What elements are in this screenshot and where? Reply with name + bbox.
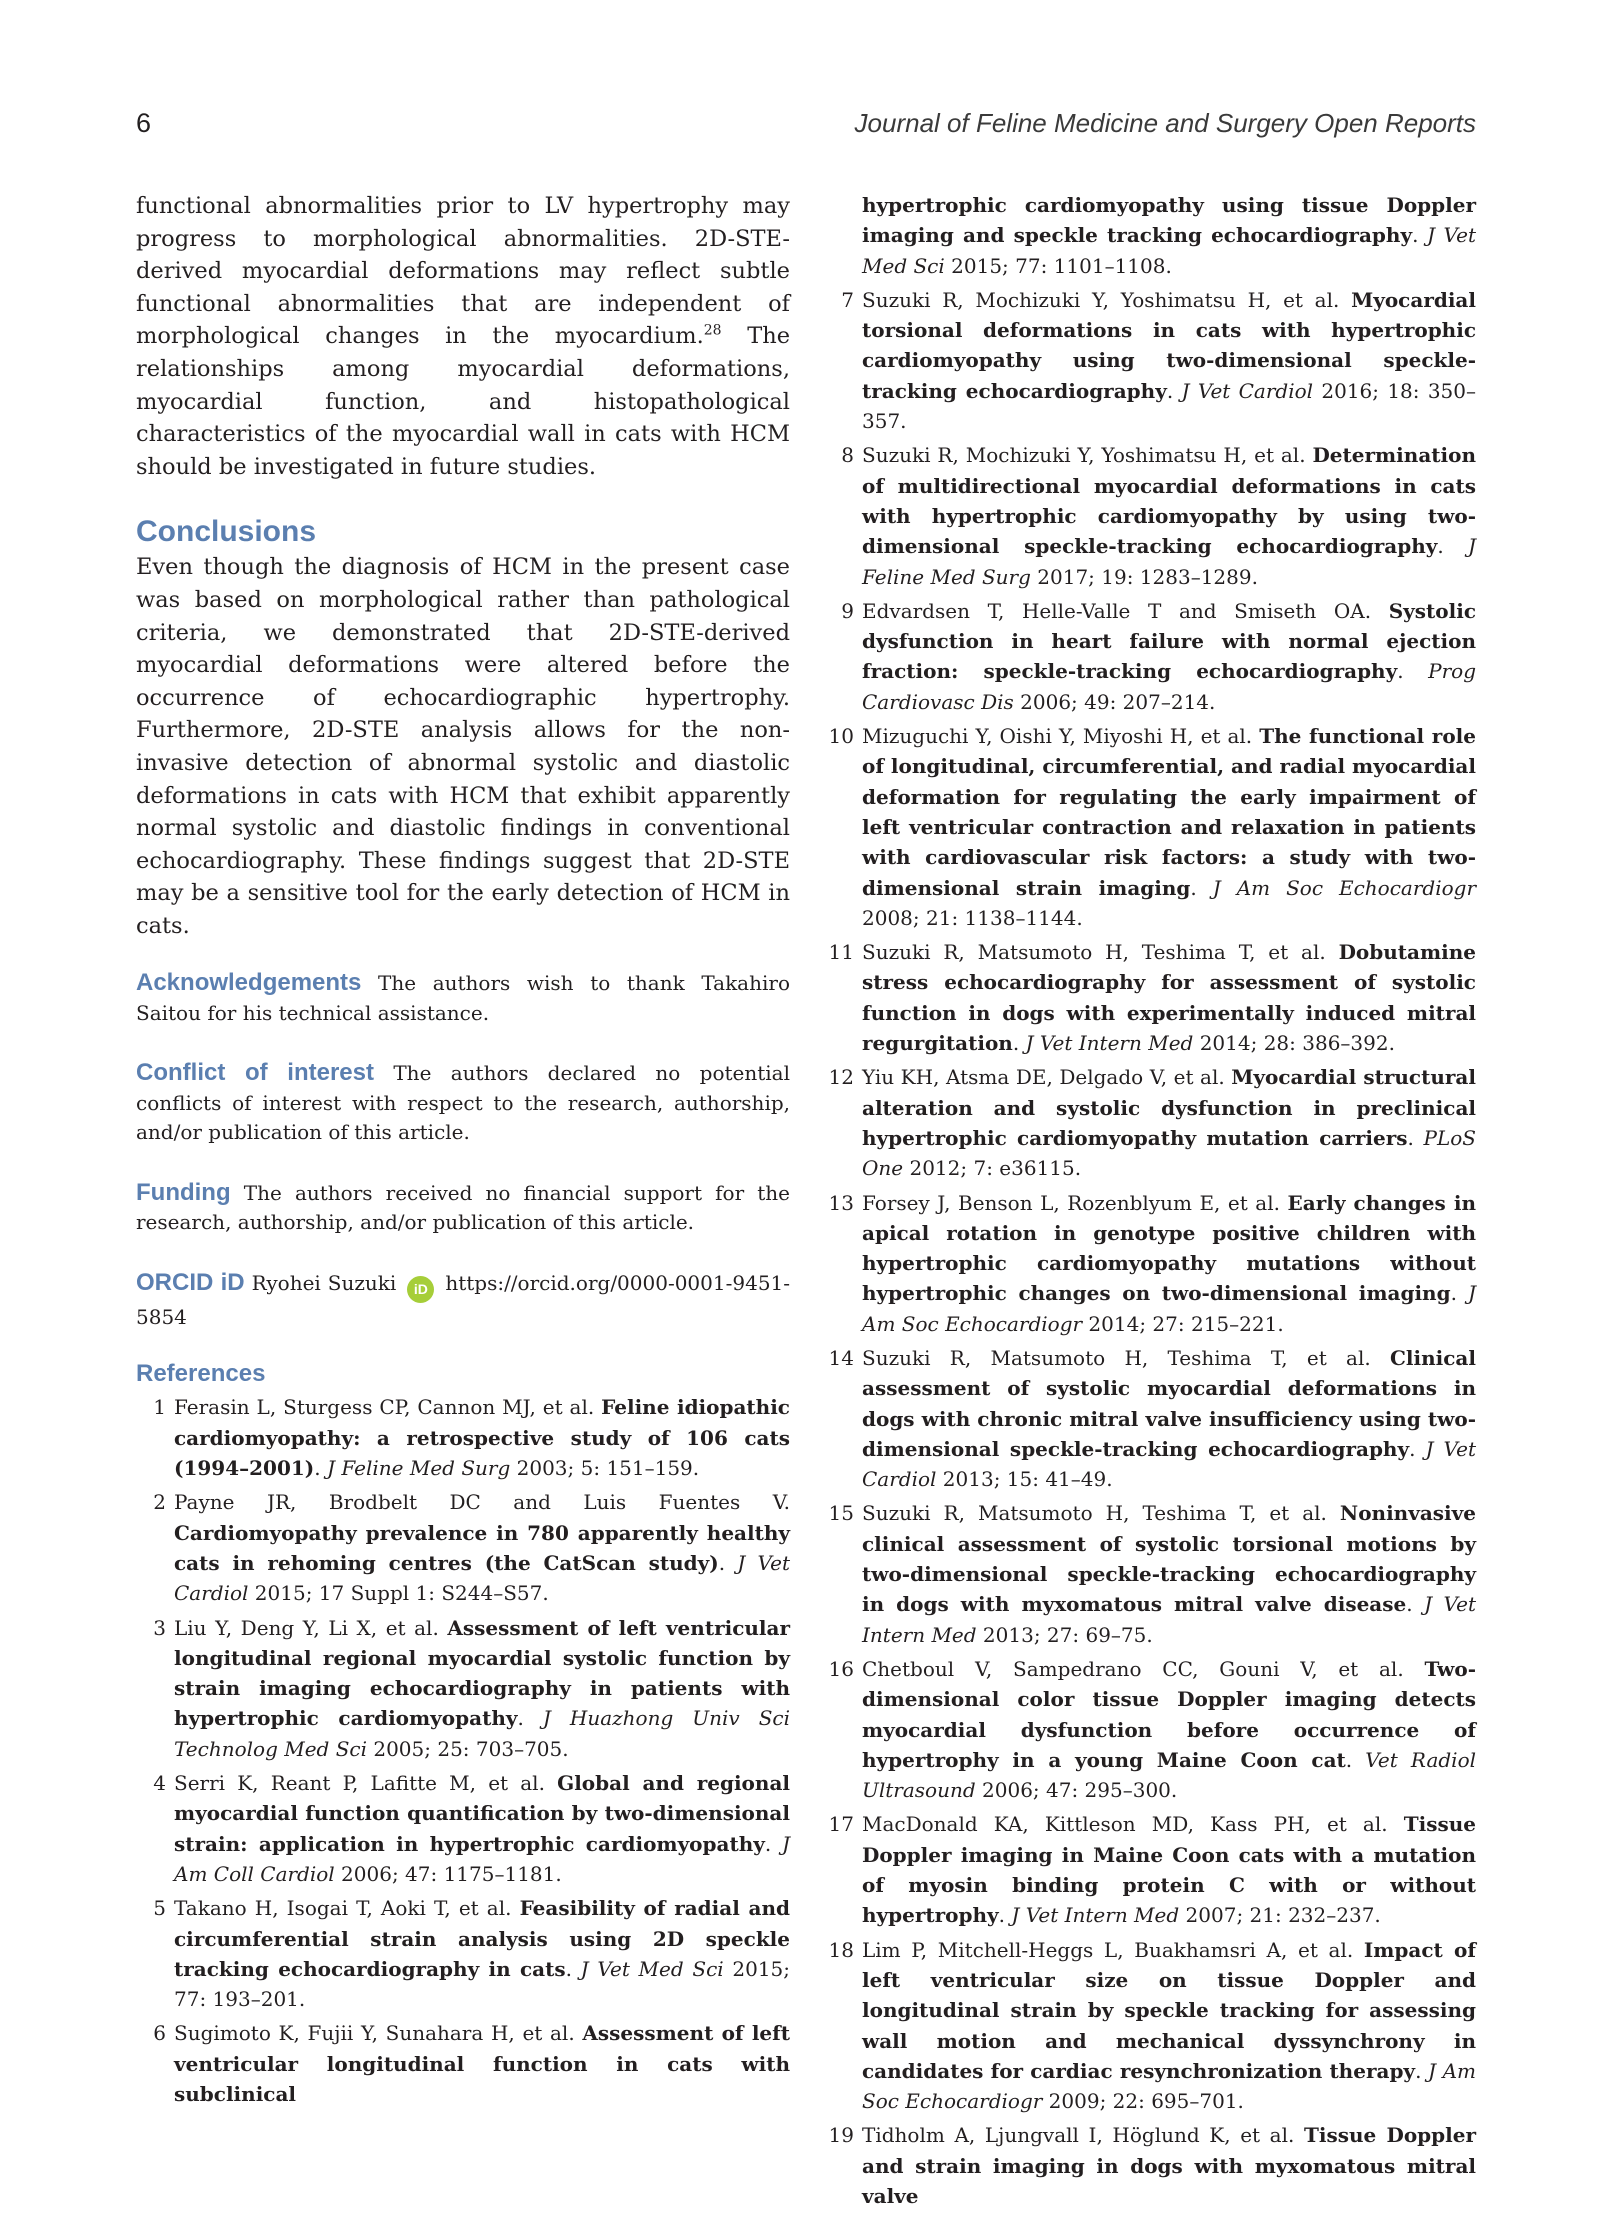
reference-details: 2006; 47: 295–300.: [975, 1778, 1178, 1803]
reference-title: Cardiomyopathy prevalence in 780 apparently healthy cats in rehoming centres (the CatScan study): [174, 1520, 790, 1575]
orcid-icon[interactable]: iD: [407, 1276, 434, 1303]
reference-journal: Vet Radiol Ultrasound: [862, 1747, 1477, 1803]
reference-details: 2006; 49: 207–214.: [1013, 689, 1216, 714]
funding: Funding The authors received no financial support for the research, authorship, and/or publication of this article.: [136, 1178, 790, 1235]
reference-item: 7 Suzuki R, Mochizuki Y, Yoshimatsu H, et al. Myocardial torsional deformations in cats with hypertrophic cardiomyopathy using two-dimensional speckle-tracking echocardiography. J Vet Cardiol 2016; 18: 350–357.: [824, 285, 1476, 436]
reference-number: 5: [153, 1896, 166, 1921]
reference-authors: Takano H, Isogai T, Aoki T, et al.: [174, 1896, 520, 1921]
citation-sup: 28: [703, 322, 722, 339]
reference-number: 10: [828, 724, 854, 749]
journal-title: Journal of Feline Medicine and Surgery Open Reports: [854, 108, 1476, 138]
orcid-link[interactable]: https://orcid.org/0000-0001-9451-5854: [136, 1270, 791, 1329]
reference-details: 2009; 22: 695–701.: [1042, 2089, 1244, 2114]
reference-title: Tissue Doppler imaging in Maine Coon cats with a mutation of myosin binding protein C with or without hypertrophy: [862, 1812, 1476, 1928]
reference-details: 2014; 28: 386–392.: [1193, 1031, 1395, 1056]
reference-authors: Edvardsen T, Helle-Valle T and Smiseth OA.: [862, 598, 1389, 623]
reference-item: 10 Mizuguchi Y, Oishi Y, Miyoshi H, et al. The functional role of longitudinal, circumferential, and radial myocardial deformation for regulating the early impairment of left ventricular contraction and relaxation in patients with cardiovascular risk factors: a study with two-dimensional strain imaging. J Am Soc Echocardiogr 2008; 21: 1138–1144.: [824, 721, 1476, 933]
reference-authors: Forsey J, Benson L, Rozenblyum E, et al.: [862, 1190, 1288, 1215]
intro-paragraph: functional abnormalities prior to LV hypertrophy may progress to morphological abnormalities. 2D-STE-derived myocardial deformations may reflect subtle functional abnormalities that are independent of morphological changes in the myocardium.$^{28}$ The relationships among myocardial deformations, myocardial function, and histopathological characteristics of the myocardial wall in cats with HCM should be investigated in future studies.: [136, 193, 791, 480]
reference-number: 4: [153, 1771, 166, 1796]
reference-title: Assessment of left ventricular longitudinal function in cats with subclinical: [174, 2021, 790, 2106]
reference-details: 2012; 7: e36115.: [903, 1156, 1082, 1181]
reference-authors: Suzuki R, Matsumoto H, Teshima T, et al.: [862, 940, 1339, 965]
reference-number: 11: [828, 940, 854, 965]
reference-number: 8: [841, 443, 854, 468]
reference-journal: J Am Soc Echocardiogr: [862, 2058, 1476, 2114]
reference-authors: Yiu KH, Atsma DE, Delgado V, et al.: [862, 1065, 1232, 1090]
reference-authors: Tidholm A, Ljungvall I, Höglund K, et al.: [862, 2123, 1304, 2148]
reference-authors: Suzuki R, Mochizuki Y, Yoshimatsu H, et al.: [862, 287, 1352, 312]
orcid-heading: ORCID iD: [136, 1268, 245, 1296]
reference-number: 9: [841, 598, 854, 623]
reference-item: 3 Liu Y, Deng Y, Li X, et al. Assessment of left ventricular longitudinal regional myocardial systolic function by strain imaging echocardiography in patients with hypertrophic cardiomyopathy. J Huazhong Univ Sci Technolog Med Sci 2005; 25: 703–705.: [136, 1613, 790, 1764]
reference-list-right: [824, 285, 1476, 2211]
reference-authors: MacDonald KA, Kittleson MD, Kass PH, et al.: [862, 1812, 1404, 1837]
reference-authors: Serri K, Reant P, Lafitte M, et al.: [174, 1771, 558, 1796]
reference-authors: Suzuki R, Matsumoto H, Teshima T, et al.: [862, 1501, 1340, 1526]
reference-item: 17 MacDonald KA, Kittleson MD, Kass PH, et al. Tissue Doppler imaging in Maine Coon cats with a mutation of myosin binding protein C with or without hypertrophy. J Vet Intern Med 2007; 21: 232–237.: [824, 1809, 1476, 1930]
reference-details: 2006; 47: 1175–1181.: [334, 1861, 562, 1886]
reference-authors: Chetboul V, Sampedrano CC, Gouni V, et al.: [862, 1656, 1425, 1681]
reference-item: 9 Edvardsen T, Helle-Valle T and Smiseth OA. Systolic dysfunction in heart failure with normal ejection fraction: speckle-tracking echocardiography. Prog Cardiovasc Dis 2006; 49: 207–214.: [824, 596, 1476, 717]
reference-journal: PLoS One: [862, 1125, 1476, 1181]
reference-title: Dobutamine stress echocardiography for assessment of systolic function in dogs with experimentally induced mitral regurgitation: [862, 940, 1476, 1056]
reference-journal: Prog Cardiovasc Dis: [862, 659, 1477, 714]
reference-item: [136, 2018, 790, 2109]
acknowledgements: Acknowledgements The authors wish to thank Takahiro Saitou for his technical assistance.: [136, 969, 790, 1025]
reference-title: Clinical assessment of systolic myocardial deformations in dogs with chronic mitral valve insufficiency using two-dimensional speckle-tracking echocardiography: [862, 1345, 1476, 1461]
reference-journal: J Vet Cardiol: [862, 1436, 1477, 1492]
reference-item: 16 Chetboul V, Sampedrano CC, Gouni V, et al. Two-dimensional color tissue Doppler imaging detects myocardial dysfunction before occurrence of hypertrophy in a young Maine Coon cat. Vet Radiol Ultrasound 2006; 47: 295–300.: [824, 1654, 1476, 1805]
reference-number: 16: [828, 1656, 854, 1681]
reference-title: Feline idiopathic cardiomyopathy: a retrospective study of 106 cats (1994–2001): [174, 1395, 790, 1481]
reference-details: 2016; 18: 350–357.: [862, 378, 1476, 434]
reference-journal: J Am Soc Echocardiogr: [1212, 875, 1477, 900]
reference-number: 2: [153, 1490, 166, 1515]
reference-journal: J Vet Cardiol: [174, 1550, 791, 1606]
page-number: 6: [136, 108, 152, 138]
reference-authors: Payne JR, Brodbelt DC and Luis Fuentes V.: [174, 1490, 790, 1515]
reference-details: 2013; 27: 69–75.: [976, 1622, 1153, 1647]
reference-journal: J Vet Intern Med: [1025, 1031, 1194, 1056]
reference-number: 1: [153, 1395, 166, 1420]
reference-item: 5 Takano H, Isogai T, Aoki T, et al. Feasibility of radial and circumferential strain analysis using 2D speckle tracking echocardiography in cats. J Vet Med Sci 2015; 77: 193–201.: [136, 1893, 790, 2014]
right-column: [824, 190, 1476, 2215]
reference-journal: J Am Soc Echocardiogr: [862, 1281, 1476, 1336]
reference-item: 8 Suzuki R, Mochizuki Y, Yoshimatsu H, et al. Determination of multidirectional myocardial deformations in cats with hypertrophic cardiomyopathy by using two-dimensional speckle-tracking echocardiography. J Feline Med Surg 2017; 19: 1283–1289.: [824, 440, 1476, 591]
reference-title: Myocardial structural alteration and systolic dysfunction in preclinical hypertrophic cardiomyopathy mutation carriers: [862, 1065, 1476, 1150]
reference-title: Tissue Doppler and strain imaging in dogs with myxomatous mitral valve: [862, 2123, 1476, 2208]
reference-authors: Mizuguchi Y, Oishi Y, Miyoshi H, et al.: [862, 724, 1260, 749]
reference-number: 3: [153, 1615, 166, 1640]
reference-number: 7: [841, 287, 854, 312]
reference-authors: Lim P, Mitchell-Heggs L, Buakhamsri A, et al.: [862, 1937, 1364, 1962]
reference-title: Feasibility of radial and circumferential strain analysis using 2D speckle tracking echocardiography in cats: [174, 1896, 791, 1981]
references-heading: References: [136, 1360, 266, 1388]
reference-title: Global and regional myocardial function quantification by two-dimensional strain: application in hypertrophic cardiomyopathy: [174, 1771, 790, 1856]
reference-authors: Ferasin L, Sturgess CP, Cannon MJ, et al.: [174, 1395, 602, 1420]
reference-journal: J Vet Intern Med: [1011, 1903, 1180, 1928]
reference-journal: J Vet Cardiol: [1181, 378, 1314, 403]
reference-journal: J Vet Intern Med: [862, 1592, 1477, 1647]
reference-number: 12: [828, 1065, 854, 1090]
reference-item: 4 Serri K, Reant P, Lafitte M, et al. Global and regional myocardial function quantification by two-dimensional strain: application in hypertrophic cardiomyopathy. J Am Coll Cardiol 2006; 47: 1175–1181.: [136, 1768, 790, 1889]
reference-journal: J Am Coll Cardiol: [174, 1831, 790, 1886]
reference-6-continuation: hypertrophic cardiomyopathy using tissue Doppler imaging and speckle tracking echocardiography. J Vet Med Sci 2015; 77: 1101–1108.: [862, 193, 1476, 278]
reference-item: [824, 2120, 1476, 2211]
reference-details: 2015; 17 Suppl 1: S244–S57.: [248, 1581, 549, 1606]
reference-journal: J Feline Med Surg: [326, 1456, 511, 1481]
reference-item: 13 Forsey J, Benson L, Rozenblyum E, et al. Early changes in apical rotation in genotype positive children with hypertrophic cardiomyopathy mutations without hypertrophic changes on two-dimensional imaging. J Am Soc Echocardiogr 2014; 27: 215–221.: [824, 1188, 1476, 1339]
page-header: [136, 108, 1476, 144]
reference-authors: Suzuki R, Mochizuki Y, Yoshimatsu H, et al.: [862, 443, 1313, 468]
reference-number: 14: [828, 1345, 854, 1370]
reference-details: 2007; 21: 232–237.: [1179, 1903, 1381, 1928]
reference-title: Noninvasive clinical assessment of systolic torsional motions by two-dimensional speckle-tracking echocardiography in dogs with myxomatous mitral valve disease: [862, 1501, 1476, 1617]
reference-authors: Suzuki R, Matsumoto H, Teshima T, et al.: [862, 1345, 1390, 1370]
reference-title: Early changes in apical rotation in genotype positive children with hypertrophic cardiomyopathy mutations without hypertrophic changes on two-dimensional imaging: [862, 1190, 1476, 1306]
acknowledgements-heading: Acknowledgements: [136, 969, 362, 997]
conclusions-paragraph: Even though the diagnosis of HCM in the present case was based on morphological rather than pathological criteria, we demonstrated that 2D-STE-derived myocardial deformations were altered before the occurrence of echocardiographic hypertrophy. Furthermore, 2D-STE analysis allows for the non-invasive detection of abnormal systolic and diastolic deformations in cats with HCM that exhibit apparently normal systolic and diastolic findings in conventional echocardiography. These findings suggest that 2D-STE may be a sensitive tool for the early detection of HCM in cats.: [136, 554, 790, 939]
reference-journal: J Vet Med Sci: [580, 1956, 724, 1981]
reference-title: Assessment of left ventricular longitudinal regional myocardial systolic function by strain imaging echocardiography in patients with hypertrophic cardiomyopathy: [174, 1615, 791, 1731]
reference-number: 6: [153, 2021, 166, 2046]
orcid: ORCID iD Ryohei Suzuki iD https://orcid.org/0000-0001-9451-5854: [136, 1268, 791, 1329]
reference-title: Two-dimensional color tissue Doppler imaging detects myocardial dysfunction before occurrence of hypertrophy in a young Maine Coon cat: [862, 1656, 1476, 1772]
conflict-of-interest: Conflict of interest The authors declared no potential conflicts of interest with respect to the research, authorship, and/or publication of this article.: [136, 1059, 790, 1145]
conflict-of-interest-heading: Conflict of interest: [136, 1059, 374, 1087]
reference-journal: J Feline Med Surg: [862, 534, 1476, 589]
reference-number: 19: [828, 2123, 854, 2148]
reference-details: 2013; 15: 41–49.: [936, 1467, 1113, 1492]
reference-details: 2003; 5: 151–159.: [510, 1456, 700, 1481]
reference-title: Impact of left ventricular size on tissue Doppler and longitudinal strain by speckle tracking for assessing wall motion and mechanical dyssynchrony in candidates for cardiac resynchronization therapy: [862, 1937, 1476, 2083]
reference-item: 12 Yiu KH, Atsma DE, Delgado V, et al. Myocardial structural alteration and systolic dysfunction in preclinical hypertrophic cardiomyopathy mutation carriers. PLoS One 2012; 7: e36115.: [824, 1062, 1476, 1183]
reference-details: 2008; 21: 1138–1144.: [862, 905, 1083, 930]
reference-title: Systolic dysfunction in heart failure with normal ejection fraction: speckle-tracking echocardiography: [862, 598, 1476, 684]
reference-number: 18: [828, 1937, 854, 1962]
reference-item: 1 Ferasin L, Sturgess CP, Cannon MJ, et al. Feline idiopathic cardiomyopathy: a retrospective study of 106 cats (1994–2001). J Feline Med Surg 2003; 5: 151–159.: [136, 1392, 790, 1483]
left-column: [136, 190, 790, 2113]
reference-details: 2005; 25: 703–705.: [367, 1736, 569, 1761]
reference-title: The functional role of longitudinal, circumferential, and radial myocardial deformation for regulating the early impairment of left ventricular contraction and relaxation in patients with cardiovascular risk factors: a study with two-dimensional strain imaging: [862, 724, 1477, 900]
reference-authors: Sugimoto K, Fujii Y, Sunahara H, et al.: [174, 2021, 583, 2046]
reference-authors: Liu Y, Deng Y, Li X, et al.: [174, 1615, 448, 1640]
reference-number: 13: [828, 1190, 854, 1215]
reference-journal: J Huazhong Univ Sci Technolog Med Sci: [174, 1706, 790, 1761]
reference-details: 2017; 19: 1283–1289.: [1030, 564, 1258, 589]
reference-details: 2015; 77: 193–201.: [174, 1956, 791, 2012]
reference-item: 2 Payne JR, Brodbelt DC and Luis Fuentes V. Cardiomyopathy prevalence in 780 apparently healthy cats in rehoming centres (the CatScan study). J Vet Cardiol 2015; 17 Suppl 1: S244–S57.: [136, 1487, 790, 1608]
reference-item: 15 Suzuki R, Matsumoto H, Teshima T, et al. Noninvasive clinical assessment of systolic torsional motions by two-dimensional speckle-tracking echocardiography in dogs with myxomatous mitral valve disease. J Vet Intern Med 2013; 27: 69–75.: [824, 1498, 1476, 1649]
reference-number: 15: [828, 1501, 854, 1526]
reference-item: 11 Suzuki R, Matsumoto H, Teshima T, et al. Dobutamine stress echocardiography for assessment of systolic function in dogs with experimentally induced mitral regurgitation. J Vet Intern Med 2014; 28: 386–392.: [824, 937, 1476, 1058]
reference-title: Determination of multidirectional myocardial deformations in cats with hypertrophic cardiomyopathy by using two-dimensional speckle-tracking echocardiography: [862, 443, 1476, 559]
reference-number: 17: [828, 1812, 854, 1837]
conclusions-heading: Conclusions: [136, 515, 317, 549]
reference-item: 18 Lim P, Mitchell-Heggs L, Buakhamsri A, et al. Impact of left ventricular size on tissue Doppler and longitudinal strain by speckle tracking for assessing wall motion and mechanical dyssynchrony in candidates for cardiac resynchronization therapy. J Am Soc Echocardiogr 2009; 22: 695–701.: [824, 1935, 1476, 2117]
reference-list-left: [136, 1392, 790, 2109]
funding-heading: Funding: [136, 1178, 231, 1206]
reference-title: Myocardial torsional deformations in cats with hypertrophic cardiomyopathy using two-dimensional speckle-tracking echocardiography: [862, 287, 1476, 403]
reference-details: 2014; 27: 215–221.: [1082, 1311, 1284, 1336]
reference-item: 14 Suzuki R, Matsumoto H, Teshima T, et al. Clinical assessment of systolic myocardial deformations in dogs with chronic mitral valve insufficiency using two-dimensional speckle-tracking echocardiography. J Vet Cardiol 2013; 15: 41–49.: [824, 1343, 1476, 1494]
